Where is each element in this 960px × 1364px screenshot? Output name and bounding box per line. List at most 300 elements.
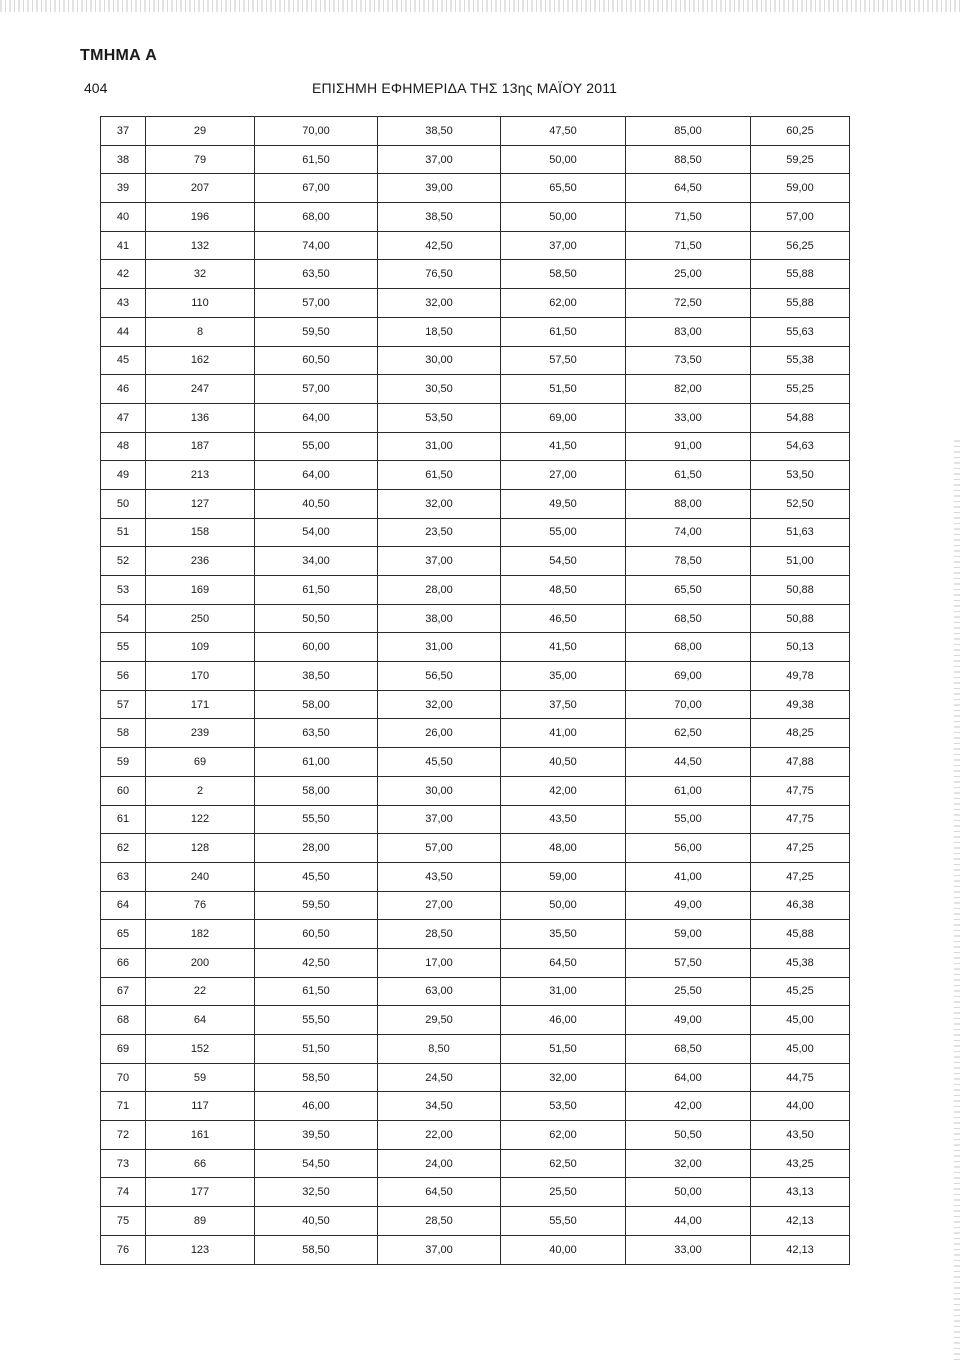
row-number-cell: 67 bbox=[101, 977, 146, 1006]
table-cell: 65,50 bbox=[501, 174, 626, 203]
table-cell: 55,50 bbox=[255, 1006, 378, 1035]
table-cell: 67,00 bbox=[255, 174, 378, 203]
table-row bbox=[101, 1207, 850, 1236]
table-cell: 32,50 bbox=[255, 1178, 378, 1207]
table-row bbox=[101, 576, 850, 605]
table-cell: 50,13 bbox=[751, 633, 850, 662]
table-cell: 27,00 bbox=[378, 891, 501, 920]
table-cell: 69,00 bbox=[501, 403, 626, 432]
table-cell: 68,50 bbox=[626, 604, 751, 633]
table-cell: 169 bbox=[146, 576, 255, 605]
table-cell: 28,50 bbox=[378, 1207, 501, 1236]
table-cell: 162 bbox=[146, 346, 255, 375]
table-cell: 56,00 bbox=[626, 834, 751, 863]
table-cell: 55,88 bbox=[751, 289, 850, 318]
table-cell: 57,50 bbox=[501, 346, 626, 375]
table-cell: 182 bbox=[146, 920, 255, 949]
table-cell: 76,50 bbox=[378, 260, 501, 289]
table-cell: 47,50 bbox=[501, 117, 626, 146]
table-cell: 55,50 bbox=[255, 805, 378, 834]
table-cell: 42,13 bbox=[751, 1207, 850, 1236]
table-row bbox=[101, 977, 850, 1006]
table-cell: 48,25 bbox=[751, 719, 850, 748]
table-cell: 38,00 bbox=[378, 604, 501, 633]
row-number-cell: 72 bbox=[101, 1121, 146, 1150]
row-number-cell: 62 bbox=[101, 834, 146, 863]
row-number-cell: 66 bbox=[101, 948, 146, 977]
table-cell: 49,78 bbox=[751, 662, 850, 691]
table-cell: 128 bbox=[146, 834, 255, 863]
row-number-cell: 61 bbox=[101, 805, 146, 834]
table-cell: 32,00 bbox=[626, 1149, 751, 1178]
table-cell: 49,00 bbox=[626, 1006, 751, 1035]
table-cell: 49,50 bbox=[501, 489, 626, 518]
table-cell: 40,50 bbox=[255, 1207, 378, 1236]
table-cell: 59,00 bbox=[751, 174, 850, 203]
table-row bbox=[101, 920, 850, 949]
table-cell: 44,00 bbox=[751, 1092, 850, 1121]
table-cell: 51,50 bbox=[255, 1035, 378, 1064]
table-row bbox=[101, 547, 850, 576]
row-number-cell: 55 bbox=[101, 633, 146, 662]
table-cell: 34,00 bbox=[255, 547, 378, 576]
table-cell: 55,88 bbox=[751, 260, 850, 289]
table-cell: 170 bbox=[146, 662, 255, 691]
table-row bbox=[101, 662, 850, 691]
table-cell: 45,50 bbox=[378, 748, 501, 777]
table-cell: 30,00 bbox=[378, 776, 501, 805]
table-row bbox=[101, 203, 850, 232]
table-cell: 56,25 bbox=[751, 231, 850, 260]
table-cell: 49,00 bbox=[626, 891, 751, 920]
table-cell: 136 bbox=[146, 403, 255, 432]
table-cell: 50,50 bbox=[626, 1121, 751, 1150]
table-cell: 58,50 bbox=[255, 1063, 378, 1092]
table-row bbox=[101, 317, 850, 346]
table-row bbox=[101, 1063, 850, 1092]
table-cell: 42,00 bbox=[626, 1092, 751, 1121]
table-cell: 49,38 bbox=[751, 690, 850, 719]
table-cell: 41,50 bbox=[501, 633, 626, 662]
table-cell: 59,50 bbox=[255, 317, 378, 346]
table-row bbox=[101, 862, 850, 891]
table-cell: 61,50 bbox=[255, 145, 378, 174]
table-cell: 213 bbox=[146, 461, 255, 490]
table-cell: 33,00 bbox=[626, 403, 751, 432]
table-cell: 64,50 bbox=[378, 1178, 501, 1207]
table-cell: 32,00 bbox=[378, 690, 501, 719]
table-cell: 23,50 bbox=[378, 518, 501, 547]
table-cell: 44,75 bbox=[751, 1063, 850, 1092]
table-row bbox=[101, 289, 850, 318]
table-cell: 45,00 bbox=[751, 1006, 850, 1035]
table-cell: 38,50 bbox=[378, 117, 501, 146]
table-cell: 45,38 bbox=[751, 948, 850, 977]
table-cell: 70,00 bbox=[626, 690, 751, 719]
table-cell: 61,50 bbox=[255, 576, 378, 605]
table-cell: 236 bbox=[146, 547, 255, 576]
table-row bbox=[101, 1006, 850, 1035]
row-number-cell: 40 bbox=[101, 203, 146, 232]
row-number-cell: 50 bbox=[101, 489, 146, 518]
row-number-cell: 53 bbox=[101, 576, 146, 605]
table-cell: 68,50 bbox=[626, 1035, 751, 1064]
table-cell: 91,00 bbox=[626, 432, 751, 461]
table-cell: 57,00 bbox=[255, 375, 378, 404]
table-cell: 83,00 bbox=[626, 317, 751, 346]
table-cell: 55,38 bbox=[751, 346, 850, 375]
table-cell: 32 bbox=[146, 260, 255, 289]
table-cell: 54,00 bbox=[255, 518, 378, 547]
table-row bbox=[101, 145, 850, 174]
table-cell: 40,50 bbox=[501, 748, 626, 777]
table-cell: 57,00 bbox=[378, 834, 501, 863]
table-cell: 54,50 bbox=[501, 547, 626, 576]
table-row bbox=[101, 719, 850, 748]
row-number-cell: 49 bbox=[101, 461, 146, 490]
table-cell: 79 bbox=[146, 145, 255, 174]
table-cell: 45,88 bbox=[751, 920, 850, 949]
table-row bbox=[101, 690, 850, 719]
table-cell: 45,25 bbox=[751, 977, 850, 1006]
table-cell: 63,00 bbox=[378, 977, 501, 1006]
page-number: 404 bbox=[84, 80, 108, 96]
table-cell: 58,00 bbox=[255, 690, 378, 719]
table-cell: 32,00 bbox=[501, 1063, 626, 1092]
table-cell: 30,50 bbox=[378, 375, 501, 404]
table-row bbox=[101, 518, 850, 547]
table-cell: 60,50 bbox=[255, 346, 378, 375]
table-cell: 45,50 bbox=[255, 862, 378, 891]
row-number-cell: 75 bbox=[101, 1207, 146, 1236]
table-cell: 31,00 bbox=[378, 633, 501, 662]
table-row bbox=[101, 891, 850, 920]
row-number-cell: 44 bbox=[101, 317, 146, 346]
table-row bbox=[101, 375, 850, 404]
table-cell: 61,50 bbox=[255, 977, 378, 1006]
row-number-cell: 69 bbox=[101, 1035, 146, 1064]
table-cell: 64,00 bbox=[255, 461, 378, 490]
table-cell: 55,00 bbox=[255, 432, 378, 461]
table-cell: 29,50 bbox=[378, 1006, 501, 1035]
table-cell: 51,00 bbox=[751, 547, 850, 576]
table-cell: 46,00 bbox=[255, 1092, 378, 1121]
table-cell: 62,50 bbox=[626, 719, 751, 748]
table-cell: 55,00 bbox=[626, 805, 751, 834]
table-cell: 64,50 bbox=[626, 174, 751, 203]
row-number-cell: 71 bbox=[101, 1092, 146, 1121]
table-row bbox=[101, 174, 850, 203]
table-cell: 63,50 bbox=[255, 260, 378, 289]
table-cell: 37,00 bbox=[378, 145, 501, 174]
table-cell: 62,00 bbox=[501, 1121, 626, 1150]
table-cell: 45,00 bbox=[751, 1035, 850, 1064]
table-cell: 47,75 bbox=[751, 805, 850, 834]
table-cell: 55,25 bbox=[751, 375, 850, 404]
table-cell: 8 bbox=[146, 317, 255, 346]
table-cell: 37,00 bbox=[378, 805, 501, 834]
table-cell: 61,50 bbox=[626, 461, 751, 490]
table-cell: 37,50 bbox=[501, 690, 626, 719]
row-number-cell: 48 bbox=[101, 432, 146, 461]
row-number-cell: 43 bbox=[101, 289, 146, 318]
table-cell: 43,50 bbox=[501, 805, 626, 834]
table-cell: 64 bbox=[146, 1006, 255, 1035]
table-cell: 22,00 bbox=[378, 1121, 501, 1150]
table-cell: 50,88 bbox=[751, 604, 850, 633]
table-cell: 38,50 bbox=[378, 203, 501, 232]
table-cell: 57,50 bbox=[626, 948, 751, 977]
table-cell: 60,25 bbox=[751, 117, 850, 146]
table-cell: 76 bbox=[146, 891, 255, 920]
table-cell: 24,00 bbox=[378, 1149, 501, 1178]
row-number-cell: 41 bbox=[101, 231, 146, 260]
table-cell: 42,50 bbox=[255, 948, 378, 977]
table-cell: 25,50 bbox=[626, 977, 751, 1006]
table-cell: 59,50 bbox=[255, 891, 378, 920]
table-cell: 110 bbox=[146, 289, 255, 318]
table-cell: 51,50 bbox=[501, 375, 626, 404]
table-cell: 171 bbox=[146, 690, 255, 719]
table-row bbox=[101, 1121, 850, 1150]
table-cell: 70,00 bbox=[255, 117, 378, 146]
table-cell: 68,00 bbox=[255, 203, 378, 232]
table-cell: 68,00 bbox=[626, 633, 751, 662]
table-cell: 200 bbox=[146, 948, 255, 977]
table-row bbox=[101, 948, 850, 977]
row-number-cell: 59 bbox=[101, 748, 146, 777]
table-cell: 240 bbox=[146, 862, 255, 891]
table-cell: 239 bbox=[146, 719, 255, 748]
table-cell: 32,00 bbox=[378, 489, 501, 518]
table-cell: 71,50 bbox=[626, 203, 751, 232]
table-row bbox=[101, 346, 850, 375]
table-cell: 43,50 bbox=[378, 862, 501, 891]
table-cell: 55,63 bbox=[751, 317, 850, 346]
row-number-cell: 56 bbox=[101, 662, 146, 691]
table-cell: 47,88 bbox=[751, 748, 850, 777]
table-cell: 50,00 bbox=[501, 203, 626, 232]
table-cell: 30,00 bbox=[378, 346, 501, 375]
table-cell: 43,13 bbox=[751, 1178, 850, 1207]
table-cell: 39,50 bbox=[255, 1121, 378, 1150]
scan-top-edge bbox=[0, 0, 960, 12]
table-cell: 35,00 bbox=[501, 662, 626, 691]
table-cell: 196 bbox=[146, 203, 255, 232]
table-row bbox=[101, 1092, 850, 1121]
table-row bbox=[101, 117, 850, 146]
table-row bbox=[101, 633, 850, 662]
table-cell: 123 bbox=[146, 1235, 255, 1264]
table-cell: 44,00 bbox=[626, 1207, 751, 1236]
table-cell: 18,50 bbox=[378, 317, 501, 346]
table-cell: 51,50 bbox=[501, 1035, 626, 1064]
table-cell: 25,00 bbox=[626, 260, 751, 289]
table-cell: 37,00 bbox=[501, 231, 626, 260]
table-cell: 22 bbox=[146, 977, 255, 1006]
table-cell: 33,00 bbox=[626, 1235, 751, 1264]
table-cell: 64,50 bbox=[501, 948, 626, 977]
table-cell: 74,00 bbox=[626, 518, 751, 547]
table-row bbox=[101, 604, 850, 633]
table-cell: 42,00 bbox=[501, 776, 626, 805]
table-cell: 41,50 bbox=[501, 432, 626, 461]
table-cell: 61,50 bbox=[501, 317, 626, 346]
table-cell: 41,00 bbox=[626, 862, 751, 891]
table-cell: 50,88 bbox=[751, 576, 850, 605]
table-row bbox=[101, 461, 850, 490]
table-cell: 62,50 bbox=[501, 1149, 626, 1178]
table-cell: 31,00 bbox=[378, 432, 501, 461]
table-row bbox=[101, 260, 850, 289]
table-row bbox=[101, 805, 850, 834]
table-row bbox=[101, 1149, 850, 1178]
table-cell: 158 bbox=[146, 518, 255, 547]
table-cell: 53,50 bbox=[501, 1092, 626, 1121]
table-cell: 161 bbox=[146, 1121, 255, 1150]
table-cell: 59,25 bbox=[751, 145, 850, 174]
table-cell: 61,00 bbox=[255, 748, 378, 777]
table-cell: 89 bbox=[146, 1207, 255, 1236]
table-cell: 46,38 bbox=[751, 891, 850, 920]
table-cell: 72,50 bbox=[626, 289, 751, 318]
table-cell: 29 bbox=[146, 117, 255, 146]
row-number-cell: 42 bbox=[101, 260, 146, 289]
table-cell: 51,63 bbox=[751, 518, 850, 547]
row-number-cell: 54 bbox=[101, 604, 146, 633]
table-cell: 59,00 bbox=[626, 920, 751, 949]
table-cell: 65,50 bbox=[626, 576, 751, 605]
row-number-cell: 64 bbox=[101, 891, 146, 920]
table-cell: 247 bbox=[146, 375, 255, 404]
table-row bbox=[101, 1035, 850, 1064]
table-row bbox=[101, 776, 850, 805]
table-cell: 43,50 bbox=[751, 1121, 850, 1150]
table-cell: 58,00 bbox=[255, 776, 378, 805]
table-cell: 64,00 bbox=[255, 403, 378, 432]
table-cell: 38,50 bbox=[255, 662, 378, 691]
row-number-cell: 39 bbox=[101, 174, 146, 203]
section-label: ΤΜΗΜΑ Α bbox=[80, 47, 158, 64]
row-number-cell: 38 bbox=[101, 145, 146, 174]
table-cell: 26,00 bbox=[378, 719, 501, 748]
table-cell: 37,00 bbox=[378, 547, 501, 576]
table-cell: 85,00 bbox=[626, 117, 751, 146]
table-cell: 59 bbox=[146, 1063, 255, 1092]
row-number-cell: 60 bbox=[101, 776, 146, 805]
table-cell: 69 bbox=[146, 748, 255, 777]
table-cell: 60,50 bbox=[255, 920, 378, 949]
table-cell: 78,50 bbox=[626, 547, 751, 576]
row-number-cell: 70 bbox=[101, 1063, 146, 1092]
table-cell: 32,00 bbox=[378, 289, 501, 318]
gazette-title: ΕΠΙΣΗΜΗ ΕΦΗΜΕΡΙΔΑ ΤΗΣ 13ης ΜΑΪΟΥ 2011 bbox=[312, 80, 618, 96]
table-cell: 47,75 bbox=[751, 776, 850, 805]
table-cell: 39,00 bbox=[378, 174, 501, 203]
table-cell: 61,00 bbox=[626, 776, 751, 805]
table-cell: 59,00 bbox=[501, 862, 626, 891]
results-table bbox=[100, 116, 850, 1265]
table-cell: 46,00 bbox=[501, 1006, 626, 1035]
table-row bbox=[101, 432, 850, 461]
table-cell: 63,50 bbox=[255, 719, 378, 748]
table-row bbox=[101, 231, 850, 260]
table-row bbox=[101, 748, 850, 777]
table-cell: 207 bbox=[146, 174, 255, 203]
table-cell: 28,00 bbox=[255, 834, 378, 863]
row-number-cell: 74 bbox=[101, 1178, 146, 1207]
row-number-cell: 52 bbox=[101, 547, 146, 576]
table-cell: 28,50 bbox=[378, 920, 501, 949]
row-number-cell: 65 bbox=[101, 920, 146, 949]
table-cell: 24,50 bbox=[378, 1063, 501, 1092]
table-cell: 187 bbox=[146, 432, 255, 461]
table-cell: 55,00 bbox=[501, 518, 626, 547]
table-cell: 41,00 bbox=[501, 719, 626, 748]
table-row bbox=[101, 403, 850, 432]
table-cell: 40,00 bbox=[501, 1235, 626, 1264]
table-cell: 56,50 bbox=[378, 662, 501, 691]
table-cell: 2 bbox=[146, 776, 255, 805]
table-cell: 71,50 bbox=[626, 231, 751, 260]
table-cell: 117 bbox=[146, 1092, 255, 1121]
table-cell: 109 bbox=[146, 633, 255, 662]
row-number-cell: 51 bbox=[101, 518, 146, 547]
table-cell: 31,00 bbox=[501, 977, 626, 1006]
table-cell: 42,13 bbox=[751, 1235, 850, 1264]
table-cell: 127 bbox=[146, 489, 255, 518]
row-number-cell: 47 bbox=[101, 403, 146, 432]
table-cell: 50,00 bbox=[501, 145, 626, 174]
table-cell: 69,00 bbox=[626, 662, 751, 691]
table-cell: 44,50 bbox=[626, 748, 751, 777]
table-cell: 73,50 bbox=[626, 346, 751, 375]
table-cell: 50,50 bbox=[255, 604, 378, 633]
table-cell: 54,50 bbox=[255, 1149, 378, 1178]
table-cell: 47,25 bbox=[751, 834, 850, 863]
row-number-cell: 76 bbox=[101, 1235, 146, 1264]
row-number-cell: 68 bbox=[101, 1006, 146, 1035]
table-cell: 47,25 bbox=[751, 862, 850, 891]
table-cell: 177 bbox=[146, 1178, 255, 1207]
row-number-cell: 73 bbox=[101, 1149, 146, 1178]
table-cell: 50,00 bbox=[626, 1178, 751, 1207]
table-cell: 250 bbox=[146, 604, 255, 633]
table-cell: 43,25 bbox=[751, 1149, 850, 1178]
row-number-cell: 57 bbox=[101, 690, 146, 719]
table-cell: 82,00 bbox=[626, 375, 751, 404]
table-cell: 54,88 bbox=[751, 403, 850, 432]
table-cell: 8,50 bbox=[378, 1035, 501, 1064]
table-cell: 17,00 bbox=[378, 948, 501, 977]
table-cell: 28,00 bbox=[378, 576, 501, 605]
table-cell: 66 bbox=[146, 1149, 255, 1178]
table-cell: 54,63 bbox=[751, 432, 850, 461]
table-cell: 64,00 bbox=[626, 1063, 751, 1092]
table-row bbox=[101, 834, 850, 863]
table-cell: 58,50 bbox=[501, 260, 626, 289]
row-number-cell: 45 bbox=[101, 346, 146, 375]
row-number-cell: 46 bbox=[101, 375, 146, 404]
table-cell: 152 bbox=[146, 1035, 255, 1064]
table-cell: 60,00 bbox=[255, 633, 378, 662]
table-cell: 53,50 bbox=[378, 403, 501, 432]
table-row bbox=[101, 1235, 850, 1264]
table-cell: 132 bbox=[146, 231, 255, 260]
table-cell: 50,00 bbox=[501, 891, 626, 920]
table-cell: 53,50 bbox=[751, 461, 850, 490]
table-cell: 40,50 bbox=[255, 489, 378, 518]
